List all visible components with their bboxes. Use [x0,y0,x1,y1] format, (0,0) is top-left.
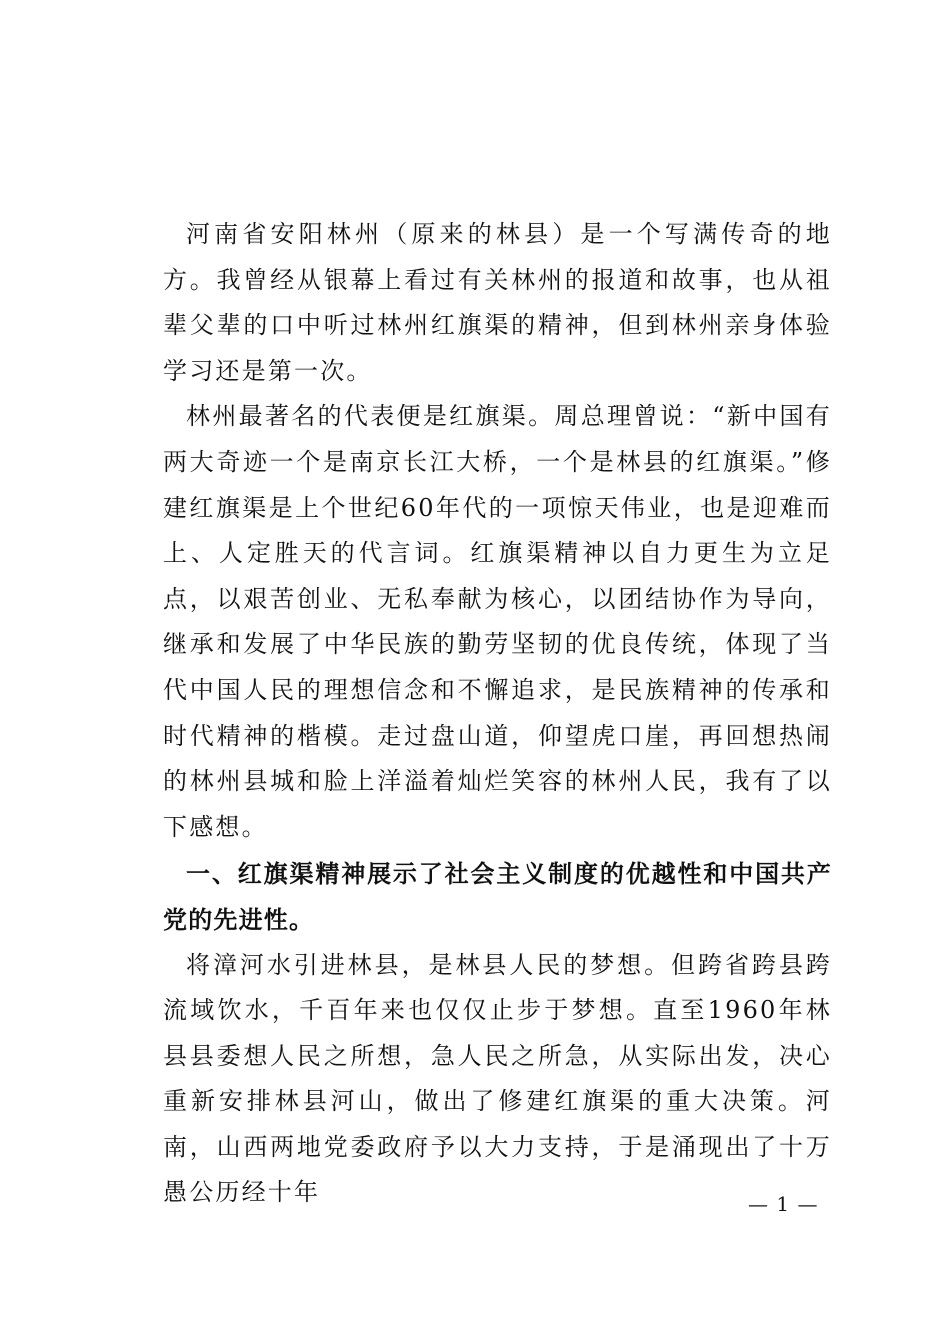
page-number: — 1 — [748,1192,819,1216]
paragraph-red-flag-canal: 林州最著名的代表便是红旗渠。周总理曾说：“新中国有两大奇迹一个是南京长江大桥，一个是林县的红旗渠。”修建红旗渠是上个世纪60年代的一项惊天伟业，也是迎难而上、人定胜天的代言词。红旗渠精神以自力更生为立足点，以艰苦创业、无私奉献为核心，以团结协作为导向，继承和发展了中华民族的勤劳坚韧的优良传统，体现了当代中国人民的理想信念和不懈追求，是民族精神的传承和时代精神的楷模。走过盘山道，仰望虎口崖，再回想热闹的林州县城和脸上洋溢着灿烂笑容的林州人民，我有了以下感想。 [163,402,832,841]
paragraph-intro: 河南省安阳林州（原来的林县）是一个写满传奇的地方。我曾经从银幕上看过有关林州的报道和故事，也从祖辈父辈的口中听过林州红旗渠的精神，但到林州亲身体验学习还是第一次。 [163,220,832,385]
paragraph-zhang-river: 将漳河水引进林县，是林县人民的梦想。但跨省跨县跨流域饮水，千百年来也仅仅止步于梦想。直至1960年林县县委想人民之所想，急人民之所急，从实际出发，决心重新安排林县河山，做出了修建红旗渠的重大决策。河南，山西两地党委政府予以大力支持，于是涌现出了十万愚公历经十年 [163,950,832,1207]
document-page [163,212,832,1216]
section-heading-1: 一、红旗渠精神展示了社会主义制度的优越性和中国共产党的先进性。 [163,859,832,934]
